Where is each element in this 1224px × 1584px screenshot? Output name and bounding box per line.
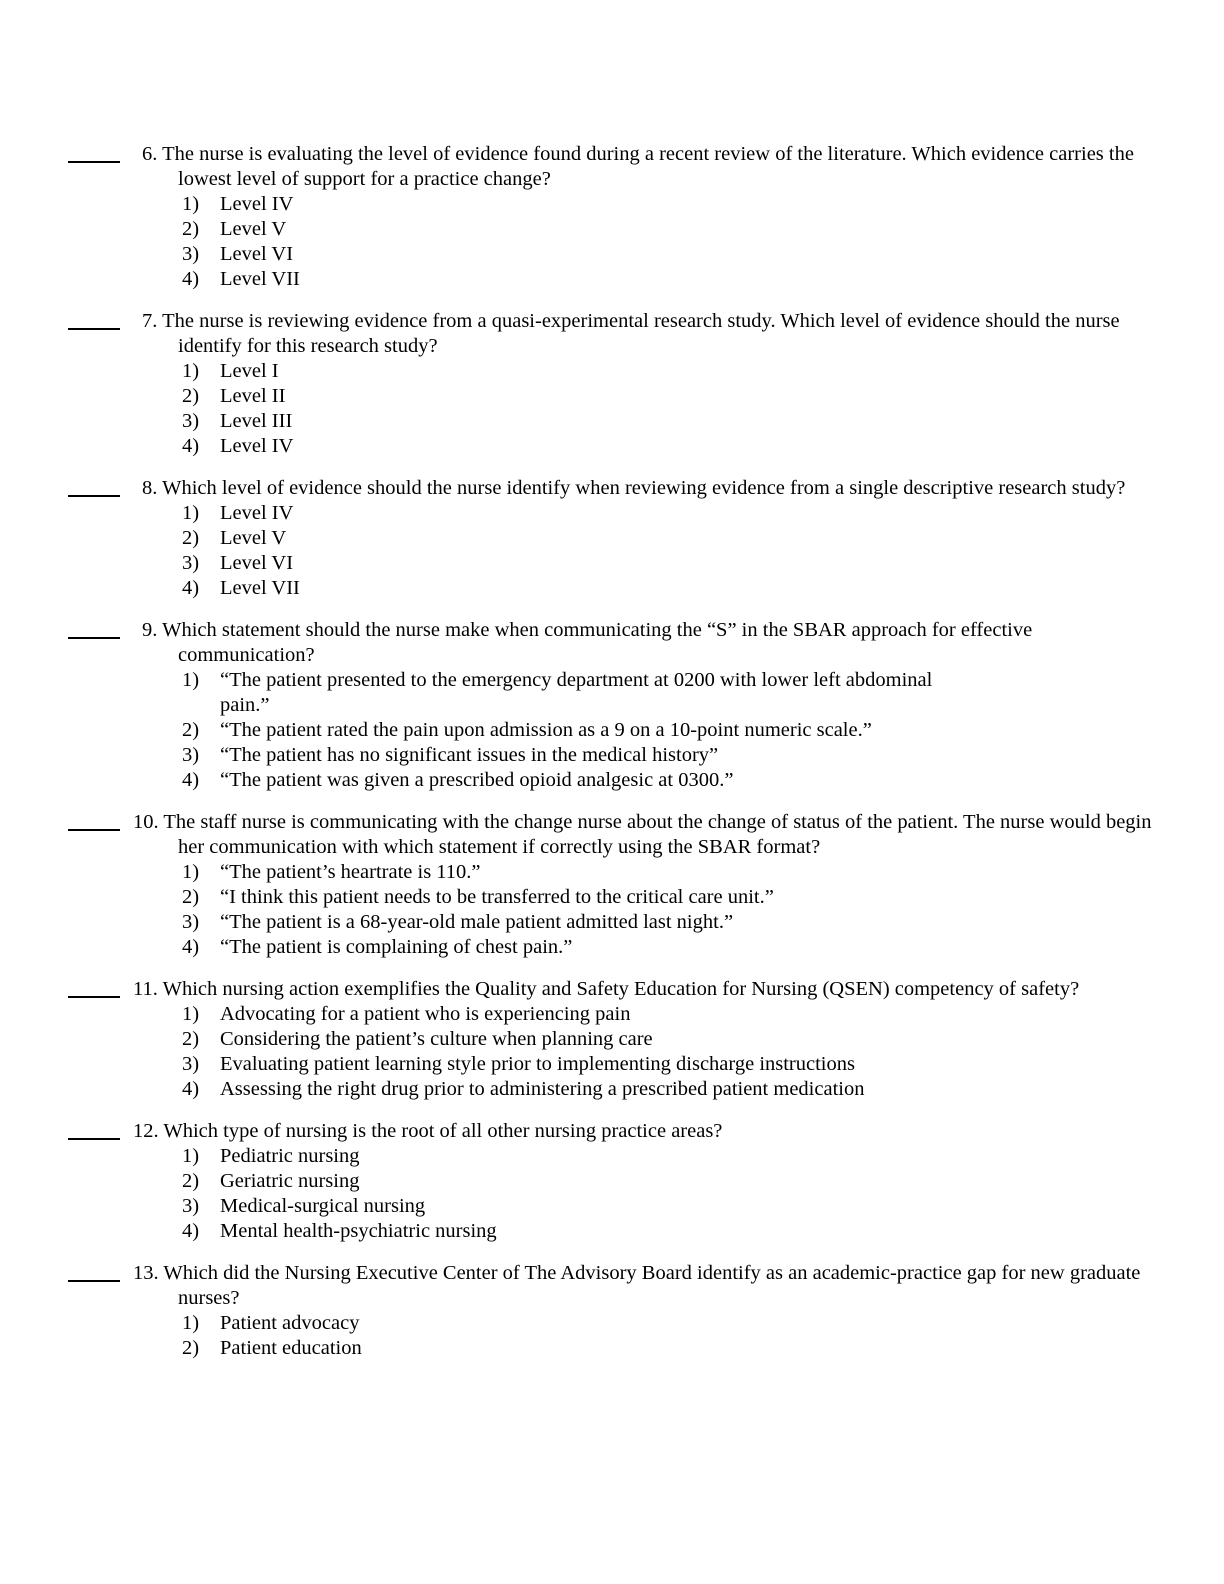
option-list bbox=[0, 1144, 1224, 1244]
question-stem bbox=[142, 476, 1224, 501]
answer-blank[interactable] bbox=[68, 1138, 120, 1140]
answer-blank[interactable] bbox=[68, 637, 120, 639]
option-number: 3) bbox=[182, 744, 200, 766]
option-text: Advocating for a patient who is experiencing pain bbox=[220, 1003, 631, 1025]
option-text: Level V bbox=[220, 218, 287, 240]
option-number: 4) bbox=[182, 577, 200, 599]
option-item bbox=[182, 935, 1224, 960]
option-text: Medical-surgical nursing bbox=[220, 1195, 426, 1217]
option-list bbox=[0, 1311, 1224, 1361]
option-number: 2) bbox=[182, 1337, 200, 1359]
question-stem bbox=[133, 1261, 1224, 1311]
question-13 bbox=[0, 1261, 1224, 1361]
option-list bbox=[0, 501, 1224, 601]
option-text: “The patient is a 68-year-old male patient admitted last night.” bbox=[220, 911, 734, 933]
option-text: “The patient has no significant issues in the medical history” bbox=[220, 744, 719, 766]
option-item bbox=[182, 217, 1224, 242]
answer-blank[interactable] bbox=[68, 328, 120, 330]
option-item bbox=[182, 434, 1224, 459]
question-text: The nurse is reviewing evidence from a quasi-experimental research study. Which level of evidence should the nurse identify for this research study? bbox=[162, 310, 1120, 357]
option-text: Level IV bbox=[220, 435, 294, 457]
option-text: “The patient is complaining of chest pain.” bbox=[220, 936, 573, 958]
option-text: Level III bbox=[220, 410, 293, 432]
option-item bbox=[182, 1311, 1224, 1336]
option-item bbox=[182, 1144, 1224, 1169]
question-7 bbox=[0, 309, 1224, 459]
option-item bbox=[182, 501, 1224, 526]
option-number: 2) bbox=[182, 527, 200, 549]
option-item bbox=[182, 267, 1224, 292]
option-text: Geriatric nursing bbox=[220, 1170, 360, 1192]
option-text: Level IV bbox=[220, 502, 294, 524]
question-stem bbox=[142, 142, 1224, 192]
option-item bbox=[182, 576, 1224, 601]
option-number: 3) bbox=[182, 1053, 200, 1075]
question-number: 13. bbox=[133, 1262, 159, 1284]
option-item bbox=[182, 768, 1224, 793]
question-text: The staff nurse is communicating with the change nurse about the change of status of the patient. The nurse would begin her communication with which statement if correctly using the SBAR format? bbox=[163, 811, 1152, 858]
option-text: Level II bbox=[220, 385, 286, 407]
option-item bbox=[182, 1027, 1224, 1052]
option-item bbox=[182, 668, 1224, 718]
option-number: 2) bbox=[182, 719, 200, 741]
option-text: Mental health-psychiatric nursing bbox=[220, 1220, 497, 1242]
option-text: Level VII bbox=[220, 268, 300, 290]
option-item bbox=[182, 860, 1224, 885]
option-item bbox=[182, 384, 1224, 409]
option-number: 1) bbox=[182, 1312, 200, 1334]
question-stem bbox=[142, 618, 1224, 668]
option-item bbox=[182, 242, 1224, 267]
option-item bbox=[182, 885, 1224, 910]
option-number: 2) bbox=[182, 1028, 200, 1050]
option-number: 4) bbox=[182, 1220, 200, 1242]
question-stem bbox=[133, 810, 1224, 860]
question-10 bbox=[0, 810, 1224, 960]
option-number: 3) bbox=[182, 552, 200, 574]
option-item bbox=[182, 409, 1224, 434]
option-number: 3) bbox=[182, 911, 200, 933]
option-item bbox=[182, 1219, 1224, 1244]
question-stem bbox=[142, 309, 1224, 359]
question-number: 10. bbox=[133, 811, 159, 833]
option-item bbox=[182, 718, 1224, 743]
option-number: 1) bbox=[182, 1003, 200, 1025]
question-stem bbox=[133, 977, 1224, 1002]
option-text: Patient advocacy bbox=[220, 1312, 360, 1334]
option-text: Considering the patient’s culture when planning care bbox=[220, 1028, 653, 1050]
option-item bbox=[182, 192, 1224, 217]
option-text: Evaluating patient learning style prior to implementing discharge instructions bbox=[220, 1053, 855, 1075]
answer-blank[interactable] bbox=[68, 996, 120, 998]
option-number: 4) bbox=[182, 1078, 200, 1100]
option-number: 1) bbox=[182, 502, 200, 524]
answer-blank[interactable] bbox=[68, 829, 120, 831]
option-number: 2) bbox=[182, 886, 200, 908]
option-text: Level V bbox=[220, 527, 287, 549]
question-8 bbox=[0, 476, 1224, 601]
question-number: 8. bbox=[142, 477, 158, 499]
option-text: “The patient rated the pain upon admission as a 9 on a 10-point numeric scale.” bbox=[220, 719, 872, 741]
option-text: Assessing the right drug prior to administering a prescribed patient medication bbox=[220, 1078, 865, 1100]
question-number: 9. bbox=[142, 619, 158, 641]
option-number: 1) bbox=[182, 1145, 200, 1167]
option-number: 3) bbox=[182, 410, 200, 432]
question-text: Which level of evidence should the nurse identify when reviewing evidence from a single descriptive research study? bbox=[162, 477, 1126, 499]
option-number: 1) bbox=[182, 360, 200, 382]
option-number: 3) bbox=[182, 1195, 200, 1217]
answer-blank[interactable] bbox=[68, 495, 120, 497]
answer-blank[interactable] bbox=[68, 161, 120, 163]
option-item bbox=[182, 910, 1224, 935]
option-number: 4) bbox=[182, 435, 200, 457]
question-9 bbox=[0, 618, 1224, 793]
option-text: “I think this patient needs to be transferred to the critical care unit.” bbox=[220, 886, 774, 908]
option-item bbox=[182, 1002, 1224, 1027]
option-item bbox=[182, 1336, 1224, 1361]
option-item bbox=[182, 1169, 1224, 1194]
question-text: Which type of nursing is the root of all other nursing practice areas? bbox=[163, 1120, 723, 1142]
question-12 bbox=[0, 1119, 1224, 1244]
option-number: 2) bbox=[182, 1170, 200, 1192]
option-item bbox=[182, 551, 1224, 576]
option-text: “The patient presented to the emergency department at 0200 with lower left abdominal pain.” bbox=[220, 669, 933, 716]
option-list bbox=[0, 668, 1224, 793]
option-list bbox=[0, 359, 1224, 459]
option-item bbox=[182, 1052, 1224, 1077]
question-text: Which did the Nursing Executive Center of The Advisory Board identify as an academic-practice gap for new graduate nurses? bbox=[163, 1262, 1141, 1309]
option-text: Level I bbox=[220, 360, 279, 382]
option-text: “The patient’s heartrate is 110.” bbox=[220, 861, 481, 883]
option-number: 1) bbox=[182, 861, 200, 883]
option-text: Level VII bbox=[220, 577, 300, 599]
question-11 bbox=[0, 977, 1224, 1102]
option-number: 4) bbox=[182, 936, 200, 958]
option-number: 1) bbox=[182, 193, 200, 215]
option-item bbox=[182, 743, 1224, 768]
option-text: Level IV bbox=[220, 193, 294, 215]
question-number: 7. bbox=[142, 310, 158, 332]
option-text: Pediatric nursing bbox=[220, 1145, 360, 1167]
question-number: 11. bbox=[133, 978, 158, 1000]
option-text: “The patient was given a prescribed opioid analgesic at 0300.” bbox=[220, 769, 734, 791]
answer-blank[interactable] bbox=[68, 1280, 120, 1282]
option-number: 1) bbox=[182, 669, 200, 691]
option-item bbox=[182, 359, 1224, 384]
option-number: 2) bbox=[182, 218, 200, 240]
option-list bbox=[0, 192, 1224, 292]
option-list bbox=[0, 860, 1224, 960]
question-6 bbox=[0, 142, 1224, 292]
question-text: Which statement should the nurse make when communicating the “S” in the SBAR approach for effective communication? bbox=[162, 619, 1033, 666]
question-text: Which nursing action exemplifies the Quality and Safety Education for Nursing (QSEN) competency of safety? bbox=[162, 978, 1080, 1000]
option-text: Patient education bbox=[220, 1337, 362, 1359]
option-number: 4) bbox=[182, 769, 200, 791]
option-item bbox=[182, 1077, 1224, 1102]
question-text: The nurse is evaluating the level of evidence found during a recent review of the literature. Which evidence carries the lowest level of support for a practice change? bbox=[162, 143, 1134, 190]
question-number: 6. bbox=[142, 143, 158, 165]
option-text: Level VI bbox=[220, 552, 294, 574]
question-stem bbox=[133, 1119, 1224, 1144]
option-number: 2) bbox=[182, 385, 200, 407]
option-list bbox=[0, 1002, 1224, 1102]
option-number: 3) bbox=[182, 243, 200, 265]
option-text: Level VI bbox=[220, 243, 294, 265]
option-item bbox=[182, 1194, 1224, 1219]
question-number: 12. bbox=[133, 1120, 159, 1142]
option-number: 4) bbox=[182, 268, 200, 290]
option-item bbox=[182, 526, 1224, 551]
question-page bbox=[0, 142, 1224, 1378]
